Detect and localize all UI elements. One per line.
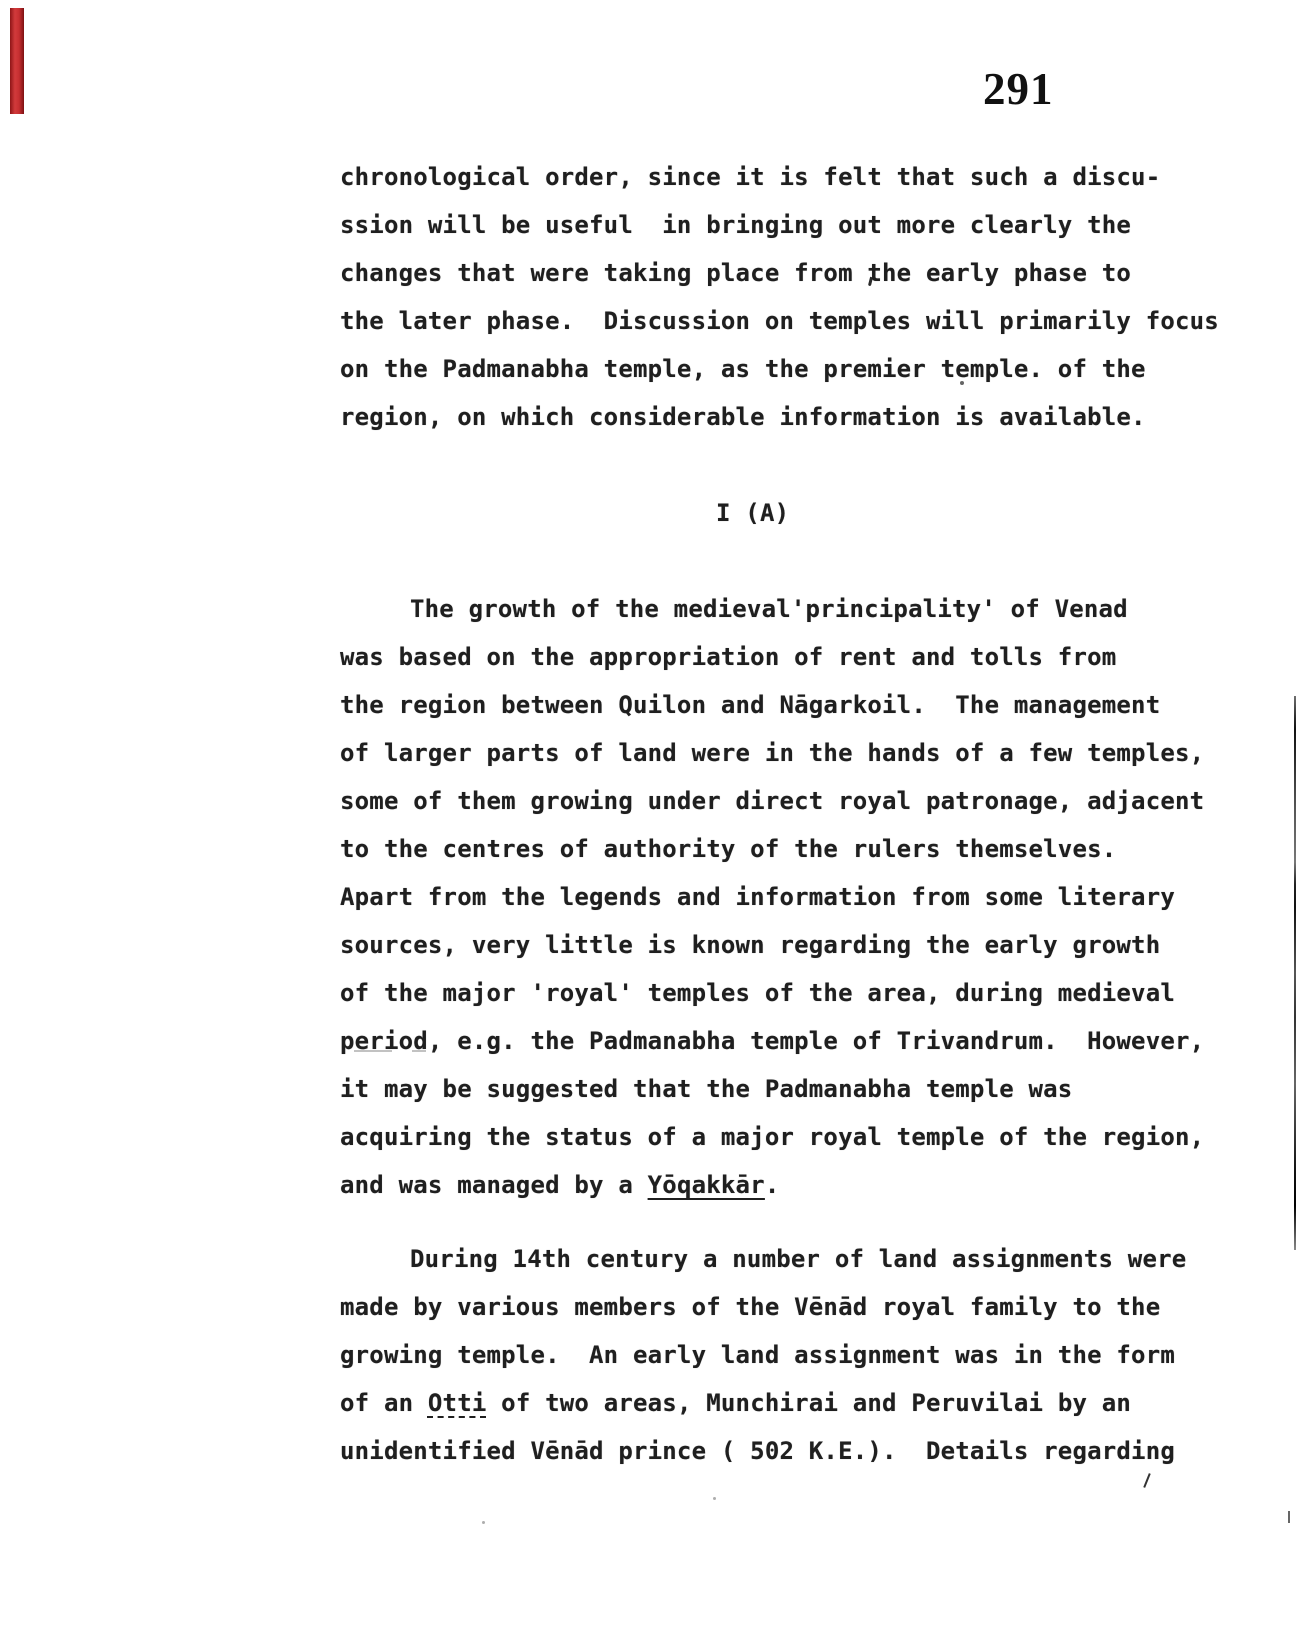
red-ribbon-mark	[10, 8, 24, 114]
para2-line5: some of them growing under direct royal patronage, adjacent	[340, 787, 1205, 815]
para3-line4-pre: of an	[340, 1389, 428, 1417]
para3-line3: growing temple. An early land assignment was in the form	[340, 1341, 1176, 1369]
term-otti: Otti	[427, 1389, 487, 1417]
para1-line2: ssion will be useful in bringing out more clearly the	[340, 211, 1132, 239]
para2-line2: was based on the appropriation of rent and tolls from	[340, 643, 1117, 671]
page-number: 291	[983, 64, 1054, 114]
para2-line13-pre: and was managed by a	[340, 1171, 648, 1199]
para2-line12: acquiring the status of a major royal temple of the region,	[340, 1123, 1205, 1151]
para2-line3: the region between Quilon and Nāgarkoil. The management	[340, 691, 1161, 719]
para3-line4	[340, 1388, 1131, 1418]
para1-line4: the later phase. Discussion on temples will primarily focus	[340, 307, 1219, 335]
para3-line5: unidentified Vēnād prince ( 502 K.E.). Details regarding	[340, 1437, 1176, 1465]
para2-line1: The growth of the medieval'principality' of Venad	[410, 595, 1128, 623]
scan-line-artifact	[1294, 696, 1296, 1250]
para2-line13-post: .	[764, 1171, 780, 1199]
para2-line11: it may be suggested that the Padmanabha temple was	[340, 1075, 1073, 1103]
para1-line6: region, on which considerable information is available.	[340, 403, 1146, 431]
term-yoqakkar: Yōqakkār	[647, 1171, 765, 1199]
para2-line4: of larger parts of land were in the hands of a few temples,	[340, 739, 1205, 767]
para3-line4-post: of two areas, Munchirai and Peruvilai by an	[486, 1389, 1132, 1417]
ink-speck	[713, 1497, 716, 1500]
section-heading: I (A)	[716, 499, 790, 527]
para1-line1: chronological order, since it is felt that such a discu-	[340, 163, 1161, 191]
scan-speck	[1288, 1511, 1290, 1523]
para2-line9: of the major 'royal' temples of the area, during medieval	[340, 979, 1176, 1007]
para2-line6: to the centres of authority of the rulers themselves.	[340, 835, 1117, 863]
para3-line1: During 14th century a number of land assignments were	[410, 1245, 1187, 1273]
ink-speck	[1143, 1473, 1150, 1488]
ink-speck	[482, 1521, 485, 1524]
para2-line7: Apart from the legends and information from some literary	[340, 883, 1176, 911]
para2-line8: sources, very little is known regarding the early growth	[340, 931, 1161, 959]
para2-line10: period, e.g. the Padmanabha temple of Trivandrum. However,	[340, 1027, 1205, 1055]
para2-line13	[340, 1170, 780, 1200]
para1-line5: on the Padmanabha temple, as the premier temple. of the	[340, 355, 1146, 383]
para1-line3: changes that were taking place from the early phase to	[340, 259, 1132, 287]
para3-line2: made by various members of the Vēnād royal family to the	[340, 1293, 1161, 1321]
